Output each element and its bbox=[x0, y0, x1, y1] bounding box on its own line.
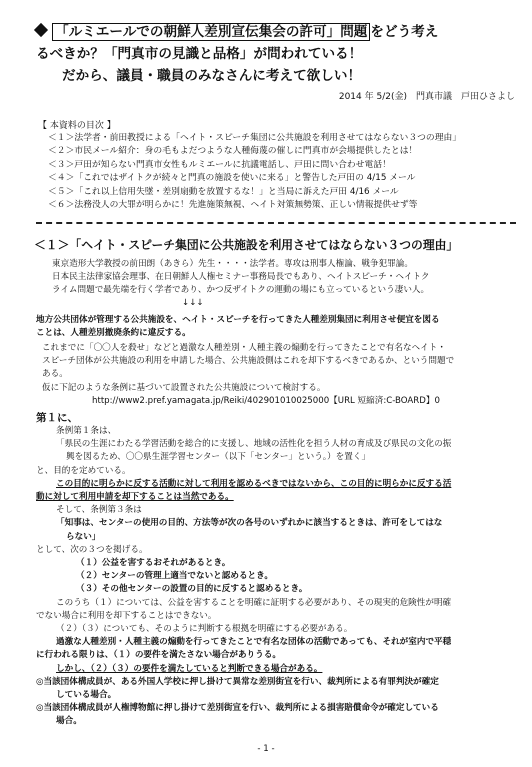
condition-item: （１）公益を害するおそれがあるとき。 bbox=[76, 558, 231, 569]
body-line: 「知事は、センターの使用の目的、方法等が次の各号のいずれかに該当するときは、許可をしてはな bbox=[56, 518, 443, 529]
table-of-contents bbox=[48, 132, 518, 212]
problem-line: スピーチ団体が公共施設の利用を申請した場合、公共施設側はこれを却下するべきであるか、という問題で bbox=[42, 356, 455, 367]
bold-line: に行われる限りは、（１）の要件を満たさない場合がありうる。 bbox=[36, 650, 281, 661]
body-line: （２）（３）についても、そのように判断する根拠を明確にする必要がある。 bbox=[56, 624, 353, 635]
body-line: と、目的を定めている。 bbox=[36, 465, 131, 476]
underlined-line: しかし、（２）（３）の要件を満たしていると判断できる場合がある。 bbox=[56, 663, 323, 674]
case-item: ◎当該団体構成員が人権博物館に押し掛けて差別街宣を行い、裁判所による損害賠償命令が確定している bbox=[36, 703, 439, 714]
body-line: 興を図るため、〇〇県生涯学習センター（以下「センター」という。）を置く」 bbox=[66, 452, 371, 463]
toc-item: ＜４＞「これではザイトクが続々と門真の施設を使いに来る」と警告した戸田の 4/15 メール bbox=[48, 173, 416, 184]
headline-boxed-title: 「ルミエールでの朝鮮人差別宣伝集会の許可」問題 bbox=[52, 23, 370, 41]
condition-item: （２）センターの管理上適当でないと認めるとき。 bbox=[76, 571, 273, 582]
dashed-divider bbox=[36, 222, 516, 224]
body-line: 「県民の生涯にわたる学習活動を総合的に支援し、地域の活性化を担う人材の育成及び県民の文化の振 bbox=[56, 439, 452, 450]
case-item: 場合。 bbox=[56, 716, 82, 727]
thesis-paragraph bbox=[36, 314, 514, 340]
problem-paragraph bbox=[36, 342, 514, 408]
underlined-line: 動に対して利用申請を却下することは当然である。 bbox=[36, 492, 234, 503]
problem-line: 仮に下記のような条例に基づいて設置された公共施設について検討する。 bbox=[42, 382, 326, 393]
toc-title: 【 本資料の目次 】 bbox=[38, 121, 116, 131]
toc-item: ＜６＞法務没人の大罪が明らかに！先進施策無視、ヘイト対策無勢策、正しい情報提供せず等 bbox=[48, 200, 418, 211]
diamond-bullet-icon bbox=[34, 23, 48, 37]
thesis-line: 地方公共団体が管理する公共施設を、ヘイト・スピーチを行ってきた人種差別集団に利用させ便宜を図る bbox=[36, 315, 440, 325]
bold-line: 過激な人種差別・人種主義の煽動を行ってきたことで有名な団体の活動であっても、それが室内で平穏 bbox=[56, 637, 452, 648]
first-point-body bbox=[36, 425, 514, 729]
underlined-line: この目的に明らかに反する活動に対して利用を認めるべきではないから、この目的に明らかに反する活 bbox=[56, 478, 452, 489]
author-intro bbox=[52, 258, 512, 310]
body-line: でない場合に利用を却下することはできない。 bbox=[36, 610, 217, 621]
body-line: そして、条例第３条は bbox=[56, 505, 142, 516]
problem-line: ある。 bbox=[42, 369, 68, 380]
thesis-line: ことは、人種差別撤廃条約に違反する。 bbox=[36, 328, 191, 339]
body-line: 条例第１条は、 bbox=[56, 426, 117, 436]
ordinance-url[interactable]: http://www2.pref.yamagata.jp/Reiki/402901010025000【URL 短縮済:C-BOARD】0 bbox=[92, 395, 440, 406]
section-title: ＜１＞「ヘイト・スピーチ集団に公共施設を利用させてはならない３つの理由」 bbox=[34, 238, 459, 252]
intro-line: 東京造形大学教授の前田朗（あきら）先生・・・・法学者。専攻は刑事人権論、戦争犯罪論。 bbox=[52, 259, 413, 269]
body-line: として、次の３つを掲げる。 bbox=[36, 544, 148, 555]
body-line: このうち（１）については、公益を害することを明確に証明する必要があり、その現実的危険性が明確 bbox=[56, 597, 452, 608]
problem-line: これまでに「〇〇人を殺せ」などと過激な人種差別・人種主義の煽動を行ってきたことで有名なヘイト・ bbox=[42, 343, 446, 353]
dateline: 2014 年 5/2(金) 門真市議 戸田ひさよし bbox=[338, 92, 515, 102]
intro-line: 日本民主法律家協会理事、在日朝鮮人人権セミナー事務局長でもあり、ヘイトスピーチ・ヘイトク bbox=[52, 272, 430, 282]
toc-item: ＜１＞法学者・前田教授による「ヘイト・スピーチ集団に公共施設を利用させてはならない３つの理由」 bbox=[48, 133, 462, 143]
case-item: している場合。 bbox=[56, 690, 117, 701]
case-item: ◎当該団体構成員が、ある外国人学校に押し掛けて異常な差別街宣を行い、裁判所による有罪判決が確定 bbox=[36, 676, 439, 687]
down-arrows: ↓↓↓ bbox=[182, 298, 204, 308]
condition-item: （３）その他センターの設置の目的に反すると認めるとき。 bbox=[76, 584, 308, 595]
headline-suffix: をどう考え bbox=[370, 24, 439, 40]
headline-line-3: だから、議員・職員のみなさんに考えて欲しい！ bbox=[62, 68, 362, 84]
page-number: - 1 - bbox=[257, 744, 275, 754]
headline-line-2: るべきか？「門真市の見識と品格」が問われている！ bbox=[36, 46, 363, 62]
headline-line-1 bbox=[36, 22, 516, 42]
body-line: らない」 bbox=[66, 531, 101, 542]
first-heading: 第１に、 bbox=[36, 412, 78, 424]
intro-line: ライム問題で最先端を行く学者であり、かつ反ザイトクの運動の場にも立っているという凄い人。 bbox=[52, 285, 430, 295]
toc-item: ＜３＞戸田が知らない門真市女性もルミエールに抗議電話し、戸田に問い合わせ電話！ bbox=[48, 159, 391, 170]
toc-item: ＜２＞市民メール紹介：身の毛もよだつような人種侮蔑の催しに門真市が会場提供したとは！ bbox=[48, 146, 418, 157]
toc-item: ＜５＞「これ以上信用失墜・差別扇動を放置するな！」と当局に訴えた戸田 4/16 メール bbox=[48, 186, 399, 197]
